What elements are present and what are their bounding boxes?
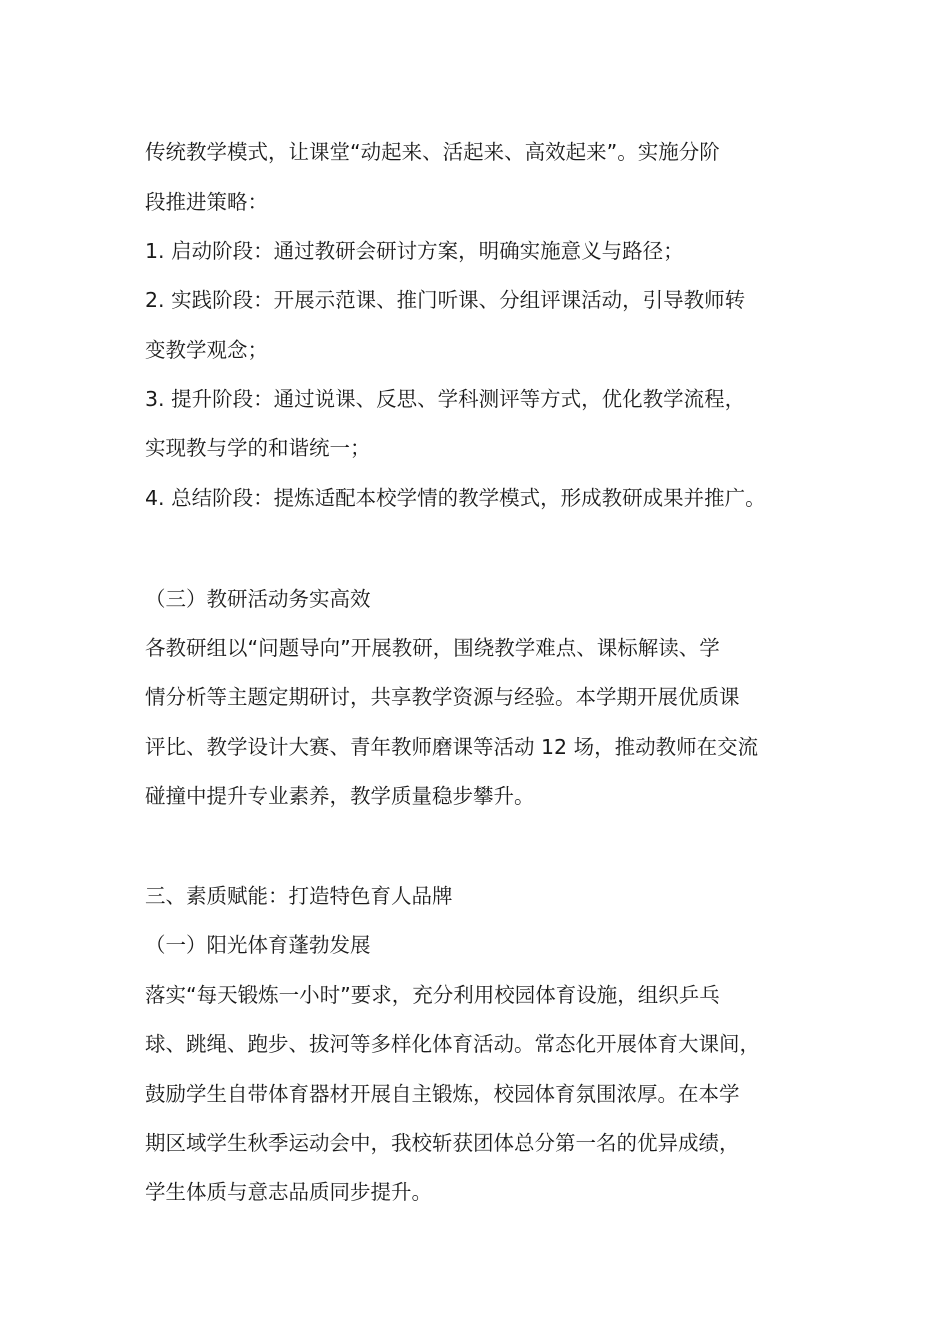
list-item: 2. 实践阶段：开展示范课、推门听课、分组评课活动，引导教师转 — [145, 288, 746, 312]
list-item: 1. 启动阶段：通过教研会研讨方案，明确实施意义与路径； — [145, 239, 684, 263]
section-heading: （一）阳光体育蓬勃发展 — [145, 933, 371, 957]
paragraph-line: 碰撞中提升专业素养，教学质量稳步攀升。 — [145, 784, 535, 808]
list-item: 4. 总结阶段：提炼适配本校学情的教学模式，形成教研成果并推广。 — [145, 486, 766, 510]
paragraph-line: 各教研组以“问题导向”开展教研，围绕教学难点、课标解读、学 — [145, 636, 720, 660]
paragraph-line: 球、跳绳、跑步、拔河等多样化体育活动。常态化开展体育大课间， — [145, 1032, 760, 1056]
paragraph-line: 段推进策略： — [145, 190, 268, 214]
paragraph-line: 落实“每天锻炼一小时”要求，充分利用校园体育设施，组织乒乓 — [145, 983, 720, 1007]
paragraph-line: 鼓励学生自带体育器材开展自主锻炼，校园体育氛围浓厚。在本学 — [145, 1082, 740, 1106]
paragraph-line: 期区域学生秋季运动会中，我校斩获团体总分第一名的优异成绩， — [145, 1131, 740, 1155]
paragraph-line: 学生体质与意志品质同步提升。 — [145, 1180, 432, 1204]
section-heading: （三）教研活动务实高效 — [145, 587, 371, 611]
list-item: 3. 提升阶段：通过说课、反思、学科测评等方式，优化教学流程， — [145, 387, 746, 411]
paragraph-line: 传统教学模式，让课堂“动起来、活起来、高效起来”。实施分阶 — [145, 140, 720, 164]
paragraph-line: 评比、教学设计大赛、青年教师磨课等活动 12 场，推动教师在交流 — [145, 735, 759, 759]
list-item-continuation: 实现教与学的和谐统一； — [145, 436, 371, 460]
list-item-continuation: 变教学观念； — [145, 338, 268, 362]
chapter-heading: 三、素质赋能：打造特色育人品牌 — [145, 884, 453, 908]
paragraph-line: 情分析等主题定期研讨，共享教学资源与经验。本学期开展优质课 — [145, 685, 740, 709]
